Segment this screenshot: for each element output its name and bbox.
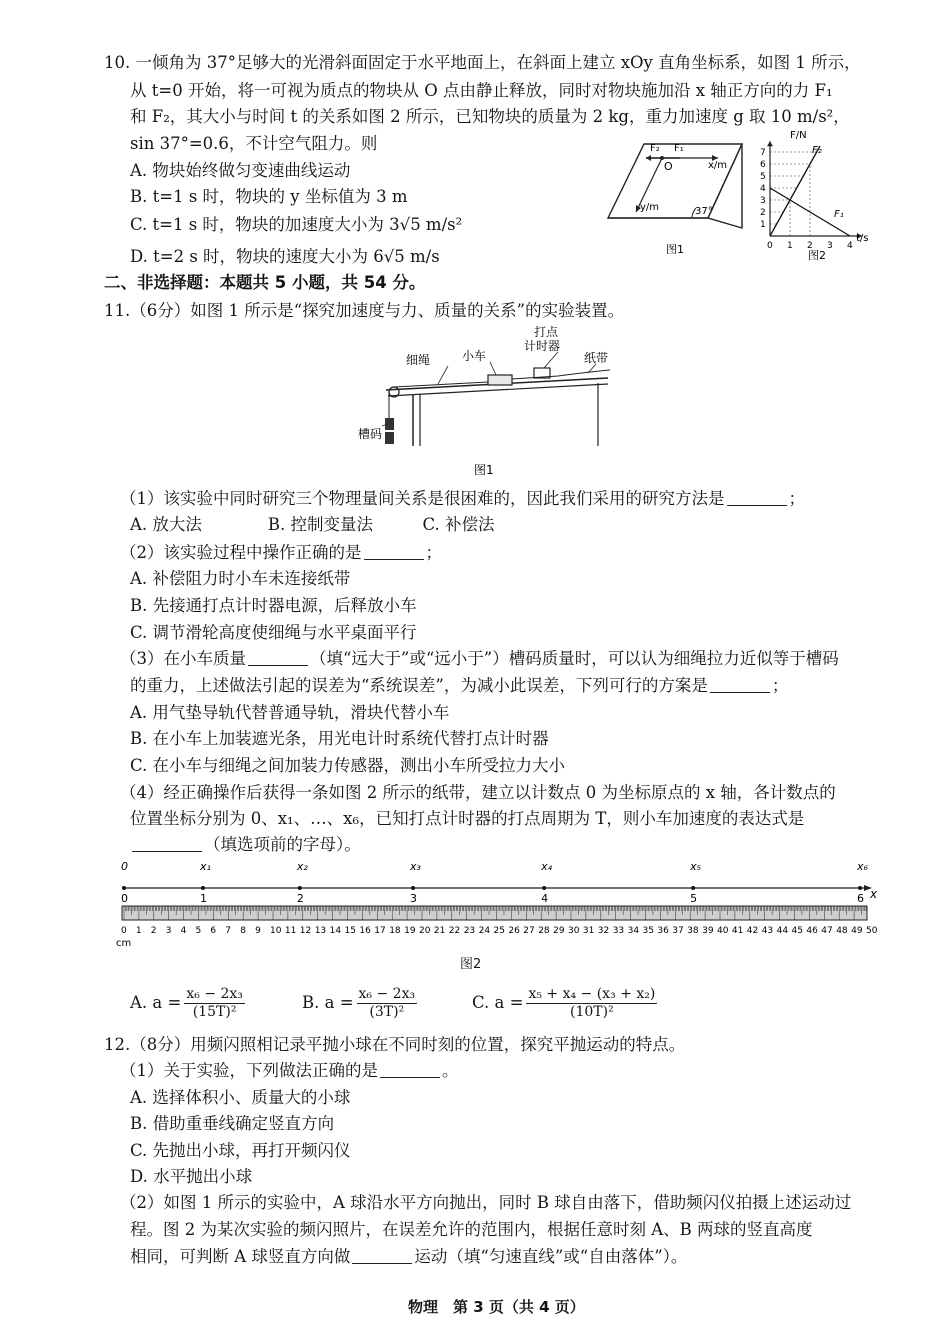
chart-xlabel: t/s (856, 233, 869, 244)
y-tick-label: 5 (760, 172, 766, 182)
ruler-tick-label: 3 (165, 926, 172, 936)
q12-part1-option-c: C. 先抛出小球，再打开频闪仪 (130, 1141, 351, 1160)
ruler-tick-label: 47 (821, 926, 833, 936)
ruler-tick-label: 43 (761, 926, 774, 936)
q10-line1: 10. 一倾角为 37°足够大的光滑斜面固定于水平地面上，在斜面上建立 xOy 直角坐标系，如图 1 所示， (104, 53, 861, 72)
q11-part3-line2: 的重力，上述做法引起的误差为“系统误差”，为减小此误差，下列可行的方案是 ； (130, 676, 789, 695)
count-point-label: 3 (410, 892, 418, 905)
ruler-tick-label: 2 (150, 926, 157, 936)
ruler-tick-label: 18 (389, 926, 401, 936)
answer-blank[interactable] (727, 489, 787, 506)
q12-part2-line1: （2）如图 1 所示的实验中，A 球沿水平方向抛出，同时 B 球自由落下，借助频闪仪拍摄上述运动过 (120, 1193, 852, 1212)
series-label-f1: F₁ (834, 208, 844, 220)
ruler-tick-label: 7 (225, 926, 232, 936)
ruler-tick-label: 20 (419, 926, 431, 936)
f2-label: F₂ (650, 143, 660, 154)
q11-part2-option-c: C. 调节滑轮高度使细绳与水平桌面平行 (130, 623, 417, 642)
q11-apparatus-figure (358, 322, 628, 482)
q11-part3-option-b: B. 在小车上加装遮光条，用光电计时系统代替打点计时器 (130, 729, 549, 748)
ruler-tick-label: 29 (553, 926, 565, 936)
y-axis-arrow (767, 141, 773, 146)
ruler-tick-label: 39 (702, 926, 714, 936)
q12-part1-option-d: D. 水平抛出小球 (130, 1167, 253, 1186)
ruler-tick-label: 37 (672, 926, 684, 936)
count-point (201, 886, 205, 890)
ruler-tick-label: 28 (538, 926, 550, 936)
y-tick-label: 1 (760, 220, 766, 230)
q11-part1: （1）该实验中同时研究三个物理量间关系是很困难的，因此我们采用的研究方法是 ； (120, 489, 805, 508)
answer-blank[interactable] (710, 676, 770, 693)
ruler-tick-label: 13 (314, 926, 327, 936)
fraction-denominator: (15T)² (192, 1004, 237, 1020)
count-point-label: 2 (296, 892, 304, 905)
cart-label: 小车 (462, 349, 487, 363)
count-point (691, 886, 695, 890)
q10-option-d: D. t=2 s 时，物块的速度大小为 6√5 m/s (130, 247, 440, 266)
section-heading: 二、非选择题：本题共 5 小题，共 54 分。 (104, 273, 426, 292)
figure1-caption: 图1 (666, 243, 684, 254)
origin-label: O (664, 160, 673, 173)
x-axis-label: x/m (708, 160, 728, 171)
ruler-tick-label: 23 (463, 926, 476, 936)
ruler-tick-label: 15 (344, 926, 356, 936)
q11-part3-option-c: C. 在小车与细绳之间加装力传感器，测出小车所受拉力大小 (130, 756, 566, 775)
answer-blank[interactable] (364, 543, 424, 560)
figure2-caption: 图2 (808, 249, 826, 262)
ruler-tick-label: 40 (717, 926, 729, 936)
q11-intro: 11.（6分）如图 1 所示是“探究加速度与力、质量的关系”的实验装置。 (104, 301, 625, 320)
ruler-tick-label: 30 (568, 926, 580, 936)
answer-blank[interactable] (248, 649, 308, 666)
ruler-tick-label: 11 (284, 926, 297, 936)
y-tick-label: 4 (760, 184, 766, 194)
q11-answer-c: C. a = $\frac{\text{x₅ + x₄ − (x₃ + x₂)}}{\text{(10T)²}}$ (472, 986, 656, 1020)
q11-part1-options: A. 放大法 B. 控制变量法 C. 补偿法 (130, 515, 495, 534)
tape-unit-label: cm (116, 938, 132, 948)
q11-part2-option-b: B. 先接通打点计时器电源，后释放小车 (130, 596, 417, 615)
ruler-tick-label: 26 (508, 926, 520, 936)
count-point (298, 886, 302, 890)
q11-part4-line3: （填选项前的字母）。 (130, 834, 361, 856)
tape-label: 纸带 (584, 351, 609, 365)
ruler-tick-label: 44 (776, 926, 789, 936)
page-footer: 物理 第 3 页（共 4 页） (408, 1298, 585, 1316)
rope-label: 细绳 (406, 353, 431, 367)
ruler-tick-label: 45 (791, 926, 803, 936)
ruler-tick-label: 50 (866, 926, 878, 936)
ruler-tick-label: 33 (612, 926, 625, 936)
q10-figure2-ft-chart (754, 126, 876, 262)
q11-part3-option-a: A. 用气垫导轨代替普通导轨，滑块代替小车 (130, 703, 450, 722)
ruler-tick-label: 34 (627, 926, 640, 936)
timer-label-2: 计时器 (524, 339, 561, 353)
tape-axis-label: x (870, 887, 878, 901)
ruler-tick-label: 6 (210, 926, 217, 936)
y-tick-label: 3 (760, 196, 766, 206)
answer-blank[interactable] (380, 1061, 440, 1078)
q11-part2: （2）该实验过程中操作正确的是 ； (120, 543, 442, 562)
q11-figure2-caption: 图2 (460, 957, 482, 972)
chart-ylabel: F/N (790, 130, 807, 141)
count-point-label: 0 (121, 892, 128, 905)
ruler-tick-label: 12 (299, 926, 312, 936)
y-axis-label: y/m (640, 202, 660, 213)
tape-position-label: x₃ (410, 860, 421, 873)
q10-line4: sin 37°=0.6，不计空气阻力。则 (130, 134, 378, 153)
count-point-label: 6 (857, 892, 865, 905)
x-tick-label: 4 (847, 241, 853, 251)
x-tick-label: 1 (787, 241, 793, 251)
fraction-denominator: (3T)² (369, 1004, 405, 1020)
tape-position-label: x₆ (857, 860, 868, 873)
x-tick-label: 0 (767, 241, 773, 251)
ruler-tick-label: 38 (687, 926, 699, 936)
ruler-tick-label: 25 (493, 926, 505, 936)
ruler-tick-label: 1 (135, 926, 142, 936)
ruler-tick-label: 32 (597, 926, 610, 936)
fraction-numerator: x₅ + x₄ − (x₃ + x₂) (528, 986, 656, 1002)
q11-part3: （3）在小车质量 （填“远大于”或“远小于”）槽码质量时，可以认为细绳拉力近似等于槽码 (120, 649, 839, 668)
q10-line2: 从 t=0 开始，将一可视为质点的物块从 O 点由静止释放，同时对物块施加沿 x 轴正方向的力 F₁ (130, 81, 833, 100)
q11-figure1-caption: 图1 (474, 463, 494, 477)
q10-figure1-incline (600, 136, 750, 254)
q11-part4-line2: 位置坐标分别为 0、x₁、…、x₆，已知打点计时器的打点周期为 T，则小车加速度的表达式是 (130, 809, 805, 828)
tape-position-label: x₄ (541, 860, 553, 873)
tape-position-label: 0 (121, 860, 128, 873)
ruler-tick-label: 9 (255, 926, 261, 936)
ruler-tick-label: 8 (240, 926, 246, 936)
q12-part1: （1）关于实验，下列做法正确的是 。 (120, 1061, 459, 1080)
ruler-tick-label: 4 (180, 926, 187, 936)
q12-part2-line3: 相同，可判断 A 球竖直方向做 运动（填“匀速直线”或“自由落体”）。 (130, 1247, 688, 1266)
count-point (542, 886, 546, 890)
ruler-tick-label: 31 (582, 926, 595, 936)
y-tick-label: 6 (760, 160, 766, 170)
q12-part2-line2: 程。图 2 为某次实验的频闪照片，在误差允许的范围内，根据任意时刻 A、B 两球的竖直高度 (130, 1220, 813, 1239)
ruler-tick-label: 27 (523, 926, 535, 936)
tape-position-label: x₁ (199, 860, 211, 873)
ruler-tick-label: 0 (121, 926, 127, 936)
ruler-tick-label: 24 (478, 926, 491, 936)
q10-option-c: C. t=1 s 时，物块的加速度大小为 3√5 m/s² (130, 215, 463, 234)
ruler-tick-label: 42 (746, 926, 759, 936)
count-point-label: 1 (199, 892, 207, 905)
q10-option-a: A. 物块始终做匀变速曲线运动 (130, 161, 351, 180)
timer-label: 打点 (534, 325, 559, 339)
y-tick-label: 7 (760, 148, 766, 158)
y-tick-label: 2 (760, 208, 766, 218)
ruler-tick-label: 46 (806, 926, 818, 936)
x-tick-label: 3 (827, 241, 833, 251)
q12-intro: 12.（8分）用频闪照相记录平抛小球在不同时刻的位置，探究平抛运动的特点。 (104, 1035, 686, 1054)
count-point (858, 886, 862, 890)
ruler-tick-label: 17 (374, 926, 386, 936)
x-tick-label: 2 (807, 241, 813, 251)
fraction-numerator: x₆ − 2x₃ (186, 986, 243, 1002)
count-point-label: 5 (690, 892, 698, 905)
tape-position-label: x₅ (690, 860, 702, 873)
q10-line3: 和 F₂，其大小与时间 t 的关系如图 2 所示，已知物块的质量为 2 kg，重力加速度 g 取 10 m/s²， (130, 107, 850, 126)
ruler-tick-label: 36 (657, 926, 669, 936)
answer-blank[interactable] (132, 835, 202, 852)
answer-blank[interactable] (352, 1247, 412, 1264)
ruler-tick-label: 35 (642, 926, 654, 936)
series-line (770, 146, 820, 236)
ruler-tick-label: 21 (433, 926, 446, 936)
weight-label: 槽码 (358, 427, 383, 441)
q11-answer-a: A. a = $\frac{\text{x₆ − 2x₃}}{\text{(15T)²}}$ (130, 986, 243, 1020)
count-point-label: 4 (541, 892, 549, 905)
count-point (411, 886, 415, 890)
count-point (122, 886, 126, 890)
q11-part4-line1: （4）经正确操作后获得一条如图 2 所示的纸带，建立以计数点 0 为坐标原点的 x 轴，各计数点的 (120, 783, 836, 802)
tape-position-label: x₂ (296, 860, 308, 873)
q12-part1-option-b: B. 借助重垂线确定竖直方向 (130, 1114, 335, 1133)
fraction-numerator: x₆ − 2x₃ (358, 986, 416, 1002)
f1-label: F₁ (674, 143, 684, 154)
fraction-denominator: (10T)² (570, 1004, 614, 1020)
ruler-tick-label: 5 (195, 926, 202, 936)
ruler-tick-label: 16 (359, 926, 371, 936)
q10-option-b: B. t=1 s 时，物块的 y 坐标值为 3 m (130, 187, 408, 206)
series-label-f2: F₂ (812, 145, 822, 157)
angle-label: 37° (695, 206, 713, 217)
q12-part1-option-a: A. 选择体积小、质量大的小球 (130, 1088, 351, 1107)
ruler-tick-label: 41 (731, 926, 744, 936)
ruler-tick-label: 19 (404, 926, 416, 936)
q11-part2-option-a: A. 补偿阻力时小车未连接纸带 (130, 569, 351, 588)
q11-paper-tape-figure (112, 858, 882, 948)
ruler-tick-label: 49 (851, 926, 863, 936)
ruler-tick-label: 10 (270, 926, 282, 936)
ruler-tick-label: 48 (836, 926, 848, 936)
ruler-tick-label: 22 (448, 926, 461, 936)
ruler-tick-label: 14 (329, 926, 342, 936)
q11-answer-b: B. a = $\frac{\text{x₆ − 2x₃}}{\text{(3T)²}}$ (302, 986, 416, 1020)
